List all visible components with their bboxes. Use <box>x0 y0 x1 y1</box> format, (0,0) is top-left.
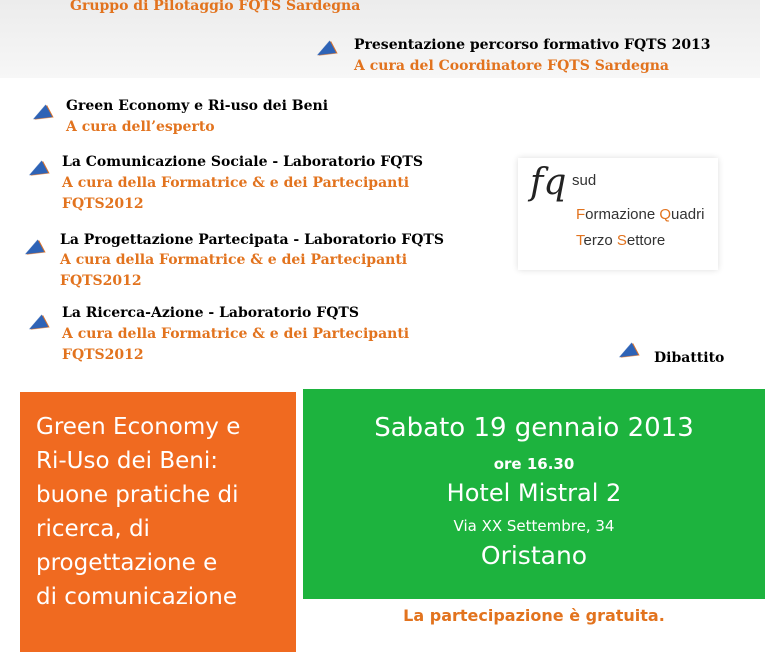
program-item-subtitle: A cura dell’esperto <box>66 119 215 135</box>
bullet-arrow-icon <box>30 105 52 126</box>
topic-line: Ri-Uso dei Beni: <box>36 448 218 474</box>
topic-line: buone pratiche di <box>36 482 239 508</box>
event-time: ore 16.30 <box>493 455 575 473</box>
event-date: Sabato 19 gennaio 2013 <box>374 413 694 443</box>
header-line: Gruppo di Pilotaggio FQTS Sardegna <box>70 0 361 14</box>
event-city: Oristano <box>480 541 588 570</box>
logo-initial: T <box>576 232 584 249</box>
logo-initial: S <box>616 232 627 249</box>
event-box <box>303 389 765 599</box>
program-item-subtitle: A cura del Coordinatore FQTS Sardegna <box>354 58 669 74</box>
topic-line: di comunicazione <box>36 584 237 610</box>
logo-initial: Q <box>659 206 672 223</box>
program-item-subtitle: FQTS2012 <box>62 347 144 363</box>
program-item-subtitle: A cura della Formatrice & e dei Partecipanti <box>62 175 410 191</box>
program-item-title: La Progettazione Partecipata - Laboratorio FQTS <box>60 232 444 248</box>
program-item-subtitle: FQTS2012 <box>62 196 144 212</box>
bullet-arrow-icon <box>26 161 48 182</box>
event-address: Via XX Settembre, 34 <box>453 517 615 535</box>
logo-line-1 <box>576 206 704 223</box>
fqts-logo <box>518 158 718 270</box>
topic-line: progettazione e <box>36 550 218 576</box>
topic-box <box>20 392 296 652</box>
program-item-title: Presentazione percorso formativo FQTS 2013 <box>354 37 711 53</box>
program-item-title: Green Economy e Ri-uso dei Beni <box>66 98 329 114</box>
participation-note: La partecipazione è gratuita. <box>403 606 665 625</box>
program-item-title: Dibattito <box>654 350 725 366</box>
bullet-arrow-icon <box>22 240 44 261</box>
topic-text <box>36 410 292 614</box>
logo-sup: sud <box>572 172 597 189</box>
logo-word: uadri <box>671 206 705 223</box>
bullet-arrow-icon <box>26 315 48 336</box>
program-item-title: La Ricerca-Azione - Laboratorio FQTS <box>62 305 359 321</box>
logo-initial: F <box>576 206 586 223</box>
event-venue: Hotel Mistral 2 <box>446 479 622 507</box>
topic-line: ricerca, di <box>36 516 150 542</box>
program-item-subtitle: A cura della Formatrice & e dei Partecipanti <box>60 252 408 268</box>
logo-word: ettore <box>626 232 666 249</box>
program-item-subtitle: A cura della Formatrice & e dei Partecipanti <box>62 326 410 342</box>
program-item-subtitle: FQTS2012 <box>60 273 142 289</box>
program-item-title: La Comunicazione Sociale - Laboratorio FQTS <box>62 154 423 170</box>
logo-word: ormazione <box>585 206 660 223</box>
logo-line-2 <box>576 232 665 249</box>
logo-word: erzo <box>583 232 617 249</box>
topic-line: Green Economy e <box>36 414 241 440</box>
bullet-arrow-icon <box>616 343 638 364</box>
logo-mark: fq <box>530 162 567 203</box>
